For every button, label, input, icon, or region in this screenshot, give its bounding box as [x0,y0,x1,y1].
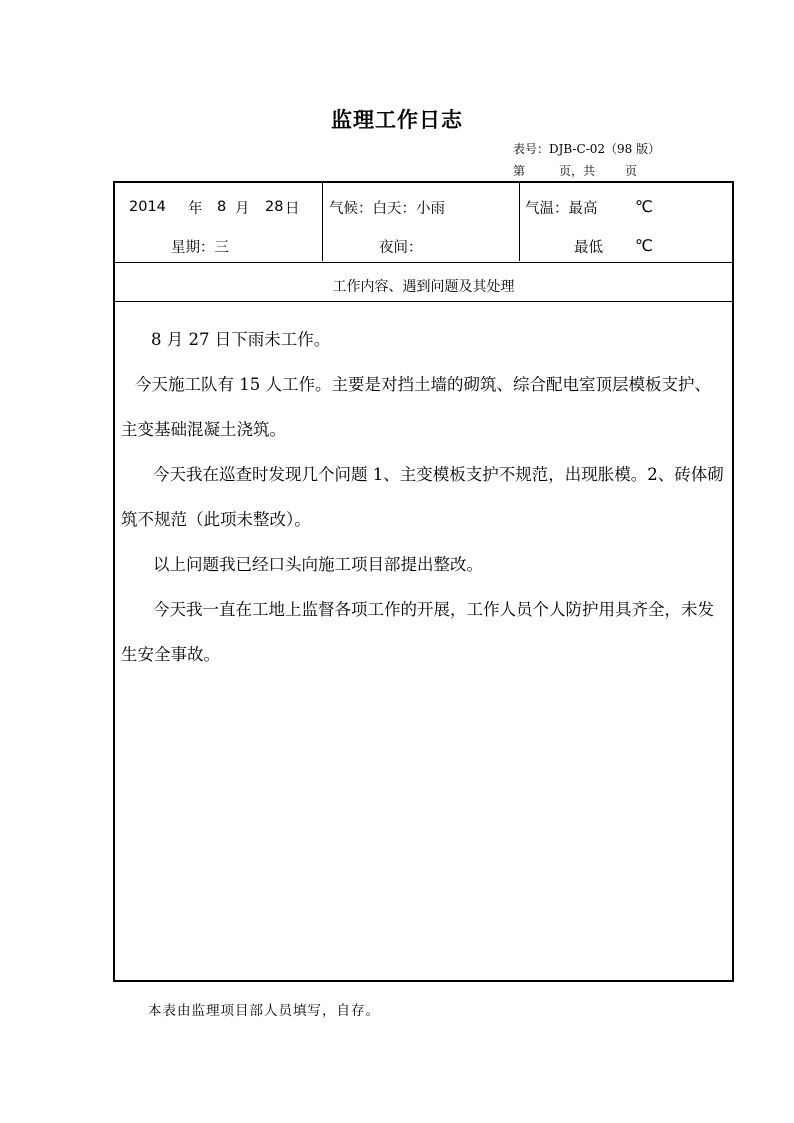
date-day: 28 [265,199,284,215]
column-divider [519,183,520,261]
temperature-low-unit: ℃ [635,236,653,255]
row-divider [115,262,732,263]
section-heading: 工作内容、遇到问题及其处理 [332,279,515,295]
date-year: 2014 [129,199,166,215]
page-title: 监理工作日志 [331,108,463,132]
paragraph: 今天施工队有 15 人工作。主要是对挡土墙的砌筑、综合配电室顶层模板支护、主变基础混凝土浇筑。 [121,375,711,439]
page-ye-gong: 页，共 [559,164,596,178]
page-number-line [513,162,641,179]
page-di: 第 [513,164,526,178]
form-number: 表号：DJB-C-02（98 版） [513,142,661,156]
work-content [121,317,726,677]
log-table [113,181,734,982]
row-divider [115,301,732,302]
paragraph: 8 月 27 日下雨未工作。 [151,330,331,349]
footer-note: 本表由监理项目部人员填写，自存。 [148,1003,380,1019]
weekday: 星期：三 [171,240,229,256]
temperature-high-unit: ℃ [635,197,653,216]
weather-day: 气候：白天：小雨 [329,201,445,217]
date-year-label: 年 [188,201,203,217]
column-divider [322,183,323,261]
paragraph: 以上问题我已经口头向施工项目部提出整改。 [153,555,483,574]
date-day-label: 日 [285,201,300,217]
date-month-label: 月 [235,201,250,217]
temperature-low-label: 最低 [574,240,603,256]
paragraph: 今天我一直在工地上监督各项工作的开展，工作人员个人防护用具齐全，未发生安全事故。 [121,600,714,664]
temperature-high-label: 气温：最高 [525,201,598,217]
page-ye: 页 [625,164,638,178]
weather-night: 夜间： [379,240,423,256]
paragraph: 今天我在巡查时发现几个问题 1、主变模板支护不规范，出现胀模。2、砖体砌筑不规范（此项未整改）。 [121,465,724,529]
date-month: 8 [217,199,227,215]
